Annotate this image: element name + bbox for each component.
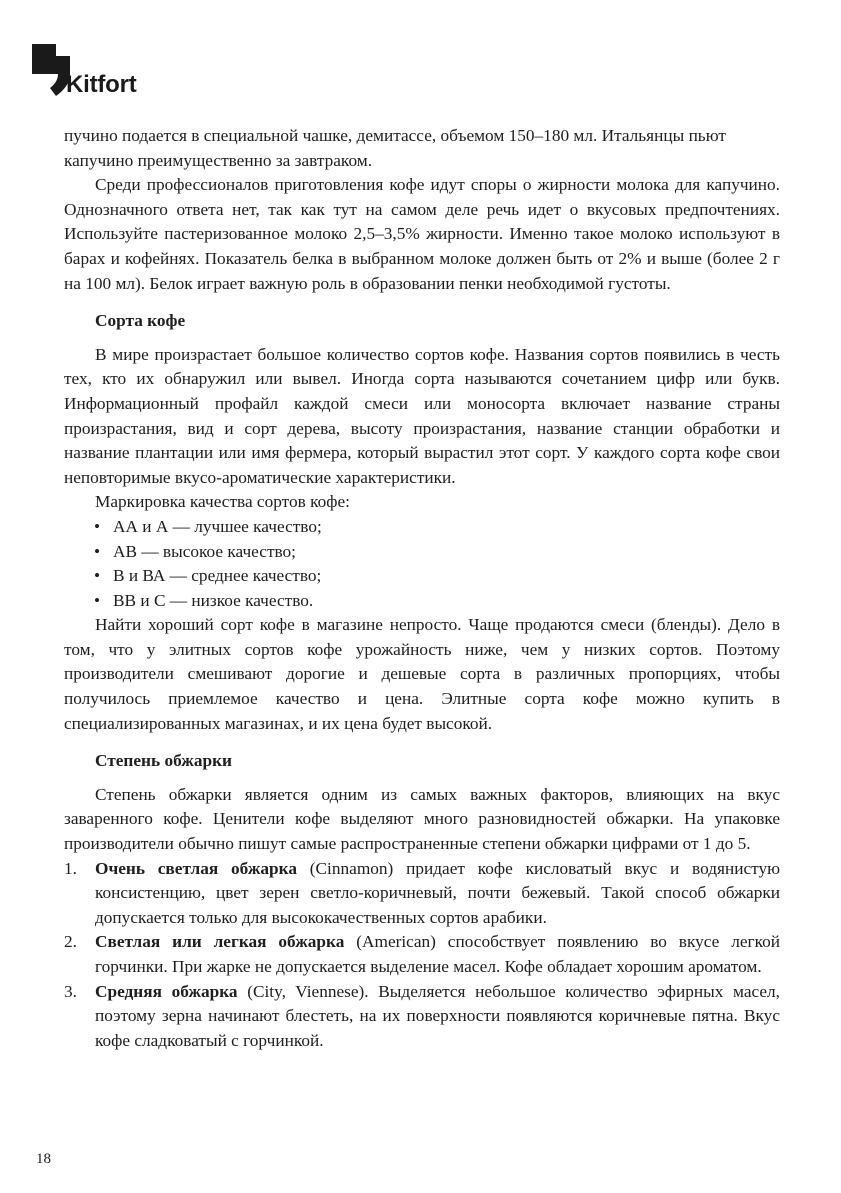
varieties-paragraph-2: Маркировка качества сортов кофе: — [95, 492, 350, 512]
section-heading-roast-degree: Степень обжарки — [95, 751, 233, 771]
item-number: 2. — [64, 932, 77, 952]
list-item — [64, 857, 780, 931]
list-item — [64, 930, 780, 979]
roast-paragraph-1: Степень обжарки является одним из самых важных факторов, влияющих на вкус заваренного кофе. Ценители кофе выделяют много разновидностей обжарки. На упаковке производители обычно пишут самые распространенные степени обжарки цифрами от 1 до 5. — [64, 784, 780, 854]
item-text: (Cinnamon) придает кофе кисловатый вкус и водянистую консистенцию, цвет зерен светло-коричневый, почти бежевый. Такой способ обжарки допускается только для высококачественных сортов арабики. — [95, 858, 780, 927]
varieties-paragraph-3: Найти хороший сорт кофе в магазине непросто. Чаще продаются смеси (бленды). Дело в том, что у элитных сортов кофе урожайность ниже, чем у низких сортов. Поэтому производители смешивают дорогие и дешевые сорта в различных пропорциях, чтобы получилось приемлемое качество и цена. Элитные сорта кофе можно купить в специализированных магазинах, и их цена будет высокой. — [64, 615, 780, 733]
intro-paragraph-2: Среди профессионалов приготовления кофе идут споры о жирности молока для капучино. Однозначного ответа нет, так как тут на самом деле речь идет о вкусовых предпочтениях. Используйте пастеризованное молоко 2,5–3,5% жирности. Именно такое молоко используют в барах и кофейнях. Показатель белка в выбранном молоке должен быть от 2% и выше (более 2 г на 100 мл). Белок играет важную роль в образовании пенки необходимой густоты. — [64, 175, 780, 293]
varieties-paragraph-1: В мире произрастает большое количество сортов кофе. Названия сортов появились в честь тех, кто их обнаружил или вывел. Иногда сорта называются сочетанием цифр или букв. Информационный профайл каждой смеси или моносорта включает название страны произрастания, вид и сорт дерева, высоту произрастания, название станции обработки и название плантации или имя фермера, который вырастил этот сорт. У каждого сорта кофе свои неповторимые вкусо-ароматические характеристики. — [64, 344, 780, 487]
list-item: • АВ — высокое качество; — [94, 540, 780, 565]
item-number: 1. — [64, 858, 77, 878]
roast-levels-list — [64, 857, 780, 1054]
page-content — [64, 124, 780, 1053]
list-item: • АА и А — лучшее качество; — [94, 515, 780, 540]
list-item: • В и ВА — среднее качество; — [94, 564, 780, 589]
quality-marking-list — [64, 515, 780, 613]
item-term: Очень светлая обжарка — [95, 858, 297, 878]
brand-logo — [32, 44, 172, 104]
item-text: (American) способствует появлению во вкусе легкой горчинки. При жарке не допускается выделение масел. Кофе обладает хорошим ароматом. — [95, 932, 780, 976]
item-number: 3. — [64, 981, 77, 1001]
item-term: Средняя обжарка — [95, 981, 238, 1001]
intro-paragraph-1: пучино подается в специальной чашке, демитассе, объемом 150–180 мл. Итальянцы пьют капучино преимущественно за завтраком. — [64, 126, 726, 170]
list-item: • ВВ и С — низкое качество. — [94, 589, 780, 614]
item-text: (City, Viennese). Выделяется небольшое количество эфирных масел, поэтому зерна начинают блестеть, на их поверхности появляются коричневые пятна. Вкус кофе сладковатый с горчинкой. — [95, 981, 780, 1050]
item-term: Светлая или легкая обжарка — [95, 932, 345, 952]
page-number: 18 — [36, 1151, 51, 1167]
list-item — [64, 980, 780, 1054]
section-heading-coffee-varieties: Сорта кофе — [95, 311, 186, 331]
brand-name: Kitfort — [66, 71, 137, 98]
